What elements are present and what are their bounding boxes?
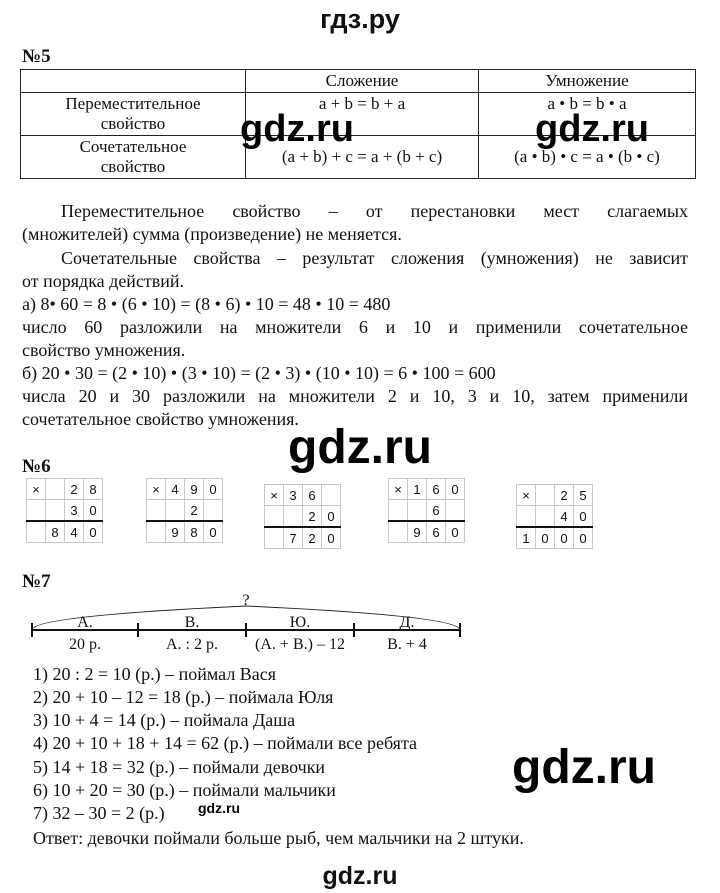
segment-label-top: В. <box>184 614 200 631</box>
segment-label-bottom: В. + 4 <box>387 636 427 653</box>
multiplication-formula: (a • b) • c = a • (b • c) <box>479 136 696 179</box>
property-name-line: Сочетательное <box>79 137 187 156</box>
times-sign: × <box>389 479 408 500</box>
paragraph-line: Переместительное свойство – от перестановки мест слагаемых <box>61 201 688 221</box>
digit-cell: 8 <box>185 521 204 543</box>
property-name-line: свойство <box>100 157 166 176</box>
digit-cell: 6 <box>427 521 446 543</box>
multiplication-example <box>264 484 341 549</box>
digit-cell: 6 <box>303 485 322 506</box>
digit-cell: 6 <box>427 479 446 500</box>
multiplication-example <box>516 484 593 549</box>
digit-cell <box>204 500 223 522</box>
watermark: gdz.ru <box>512 741 656 794</box>
paragraph-line: числа 20 и 30 разложили на множители 2 и 10, 3 и 10, затем применили <box>22 386 688 406</box>
task-7-number: №7 <box>22 571 51 592</box>
example-a-expression: а) 8• 60 = 8 • (6 • 10) = (8 • 6) • 10 = 48 • 10 = 480 <box>22 294 391 314</box>
digit-cell: 5 <box>574 485 593 506</box>
segment-label-top: Ю. <box>289 614 311 631</box>
question-mark: ? <box>242 592 250 609</box>
addition-formula: a + b = b + a <box>246 93 479 136</box>
solution-step: 3) 10 + 4 = 14 (р.) – поймала Даша <box>33 710 296 730</box>
multiplication-example <box>146 478 223 543</box>
property-name-line: Переместительное <box>65 94 201 113</box>
task-6-number: №6 <box>22 456 51 477</box>
digit-cell: 3 <box>65 500 84 522</box>
paragraph-line: Сочетательные свойства – результат сложения (умножения) не зависит <box>61 248 688 268</box>
digit-cell: 0 <box>574 506 593 528</box>
digit-cell: 2 <box>303 506 322 528</box>
digit-cell <box>536 506 555 528</box>
digit-cell <box>46 500 65 522</box>
solution-step: 2) 20 + 10 – 12 = 18 (р.) – поймала Юля <box>33 687 334 707</box>
digit-cell <box>46 479 65 500</box>
segment-label-bottom: (А. + В.) – 12 <box>255 636 345 653</box>
digit-cell <box>322 485 341 506</box>
digit-cell: 2 <box>303 527 322 549</box>
digit-cell <box>536 485 555 506</box>
addition-formula: (a + b) + c = a + (b + c) <box>246 136 479 179</box>
watermark: gdz.ru <box>535 108 649 150</box>
table-header-multiplication: Умножение <box>479 70 696 93</box>
digit-cell: 7 <box>284 527 303 549</box>
digit-cell: 0 <box>204 521 223 543</box>
property-name-associative <box>21 136 246 179</box>
table-header-row <box>21 70 696 93</box>
digit-cell: 0 <box>322 506 341 528</box>
footer-watermark: gdz.ru <box>322 862 398 890</box>
digit-cell: 1 <box>517 527 536 549</box>
multiplication-example <box>388 478 465 543</box>
segment-label-top: Д. <box>399 614 415 631</box>
digit-cell: 1 <box>408 479 427 500</box>
watermark: gdz.ru <box>198 800 240 816</box>
digit-cell: 2 <box>555 485 574 506</box>
table-header-empty <box>21 70 246 93</box>
paragraph-line: от порядка действий. <box>22 271 185 291</box>
digit-cell: 8 <box>84 479 103 500</box>
times-sign: × <box>517 485 536 506</box>
digit-cell: 0 <box>204 479 223 500</box>
table-header-addition: Сложение <box>246 70 479 93</box>
property-name-line: свойство <box>100 114 166 133</box>
solution-step: 5) 14 + 18 = 32 (р.) – поймали девочки <box>33 757 326 777</box>
task-5-number: №5 <box>22 46 51 67</box>
multiplication-formula: a • b = b • a <box>479 93 696 136</box>
property-name-commutative <box>21 93 246 136</box>
digit-cell: 9 <box>408 521 427 543</box>
solution-step: 6) 10 + 20 = 30 (р.) – поймали мальчики <box>33 780 336 800</box>
digit-cell: 9 <box>185 479 204 500</box>
segment-label-top: А. <box>77 614 93 631</box>
site-title: гдз.ру <box>320 4 400 34</box>
digit-cell: 4 <box>555 506 574 528</box>
digit-cell: 0 <box>322 527 341 549</box>
digit-cell: 0 <box>555 527 574 549</box>
times-sign: × <box>265 485 284 506</box>
solution-step: 1) 20 : 2 = 10 (р.) – поймал Вася <box>33 664 277 684</box>
example-b-expression: б) 20 • 30 = (2 • 10) • (3 • 10) = (2 • 3) • (10 • 10) = 6 • 100 = 600 <box>22 363 496 383</box>
watermark: gdz.ru <box>288 421 432 474</box>
digit-cell: 8 <box>46 521 65 543</box>
times-sign: × <box>147 479 166 500</box>
paragraph-line: (множителей) сумма (произведение) не меняется. <box>22 224 402 244</box>
multiplication-example <box>26 478 103 543</box>
paragraph-line: свойство умножения. <box>22 340 186 360</box>
digit-cell: 0 <box>446 521 465 543</box>
digit-cell <box>408 500 427 522</box>
digit-cell: 0 <box>446 479 465 500</box>
digit-cell: 0 <box>84 521 103 543</box>
times-sign: × <box>27 479 46 500</box>
watermark: gdz.ru <box>240 108 354 150</box>
digit-cell: 0 <box>574 527 593 549</box>
digit-cell <box>284 506 303 528</box>
solution-step: 4) 20 + 10 + 18 + 14 = 62 (р.) – поймали все ребята <box>33 733 418 753</box>
paragraph-line: число 60 разложили на множители 6 и 10 и применили сочетательное <box>22 317 688 337</box>
digit-cell <box>446 500 465 522</box>
digit-cell <box>166 500 185 522</box>
digit-cell: 4 <box>65 521 84 543</box>
segment-label-bottom: А. : 2 р. <box>166 636 218 653</box>
digit-cell: 9 <box>166 521 185 543</box>
digit-cell: 2 <box>185 500 204 522</box>
solution-step: 7) 32 – 30 = 2 (р.) <box>33 803 165 823</box>
segment-label-bottom: 20 р. <box>69 636 101 653</box>
digit-cell: 4 <box>166 479 185 500</box>
digit-cell: 2 <box>65 479 84 500</box>
paragraph-line: сочетательное свойство умножения. <box>22 409 299 429</box>
digit-cell: 0 <box>536 527 555 549</box>
digit-cell: 6 <box>427 500 446 522</box>
digit-cell: 0 <box>84 500 103 522</box>
digit-cell: 3 <box>284 485 303 506</box>
answer-line: Ответ: девочки поймали больше рыб, чем мальчики на 2 штуки. <box>33 828 524 848</box>
